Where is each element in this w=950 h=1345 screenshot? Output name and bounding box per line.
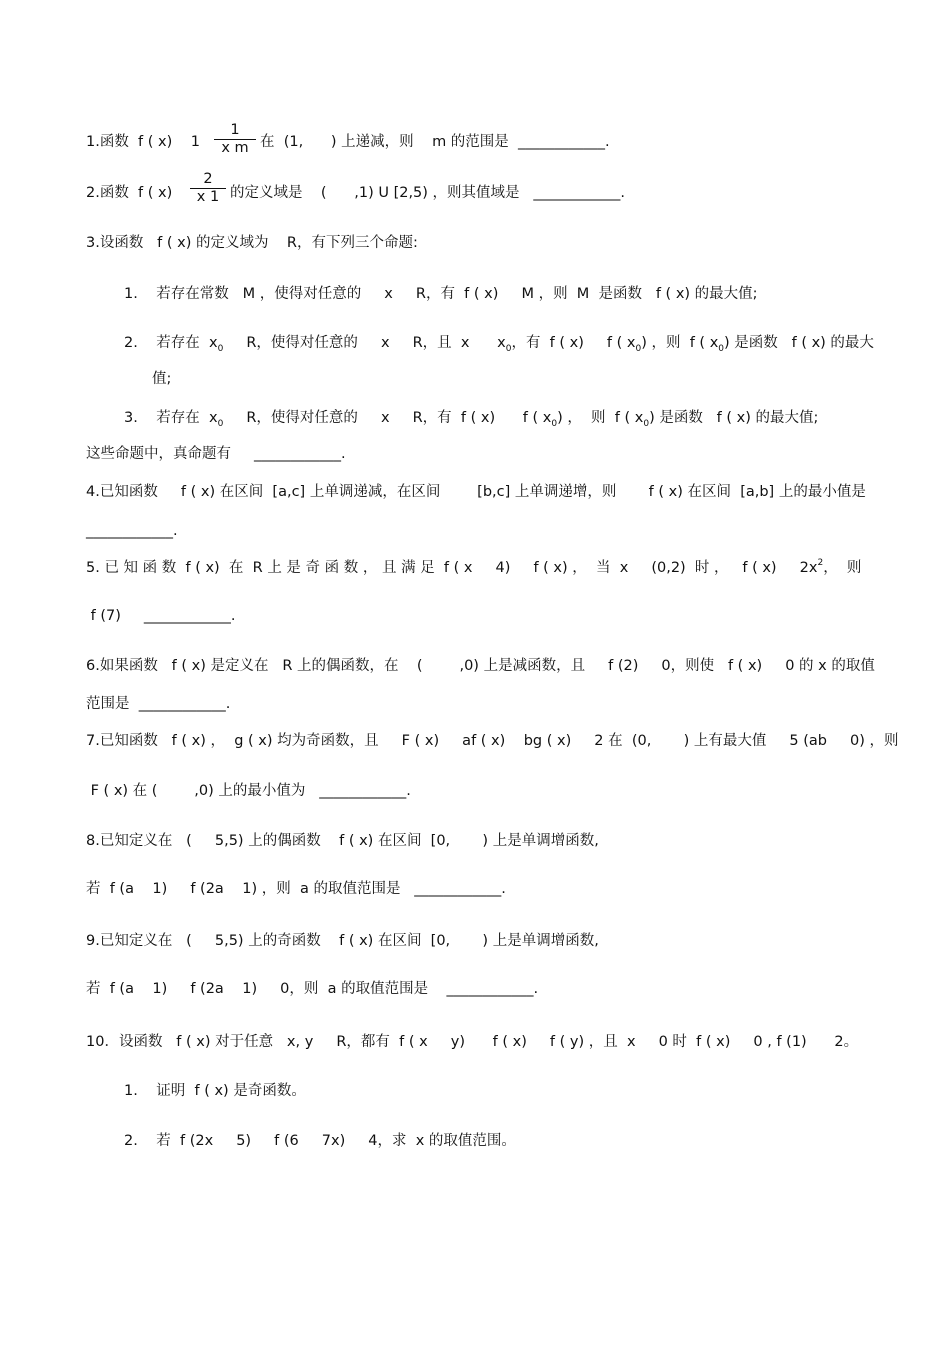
- q3-item-3: 3. 若存在 $x_0$ R，使得对任意的 x R，有 f ( x) f ( $x_0$) ， 则 f ( $x_0$) 是函数 f ( x) 的最大值;: [124, 410, 819, 429]
- q2-suffix: 的定义域是 ( ,1) U [2,5) ，则其值域是 ____________.: [230, 185, 625, 201]
- q10-line-1: 10．设函数 f ( x) 对于任意 x, y R，都有 f ( x y) f ( x) f ( y) ，且 x 0 时 f ( x) 0 , f (1) 2。: [86, 1034, 859, 1050]
- q10-item-2: 2. 若 f (2x 5) f (6 7x) 4，求 x 的取值范围。: [124, 1133, 516, 1149]
- q4-line-1: 4.已知函数 f ( x) 在区间 [a,c] 上单调递减，在区间 [b,c] 上单调递增，则 f ( x) 在区间 [a,b] 上的最小值是: [86, 484, 866, 500]
- q3-item-2: 2. 若存在 $x_0$ R，使得对任意的 x R，且 x $x_0$，有 f ( x) f ( $x_0$) ，则 f ( $x_0$) 是函数 f ( x) 的最大: [124, 335, 874, 354]
- q7-line-1: 7.已知函数 f ( x) ， g ( x) 均为奇函数，且 F ( x) af ( x) bg ( x) 2 在 (0, ) 上有最大值 5 (ab 0) ，则: [86, 733, 899, 749]
- q6-line-2: 范围是 ____________.: [86, 696, 231, 712]
- q1-denominator: x m: [221, 140, 249, 156]
- q1-fraction: [214, 122, 256, 157]
- q7-line-2: F ( x) 在 ( ,0) 上的最小值为 ____________.: [86, 783, 411, 799]
- q2-numerator: 2: [203, 171, 213, 187]
- q2-fraction: [190, 171, 226, 206]
- q8-line-2: 若 f (a 1) f (2a 1) ，则 a 的取值范围是 ____________.: [86, 881, 506, 897]
- q6-line-1: 6.如果函数 f ( x) 是定义在 R 上的偶函数，在 ( ,0) 上是减函数，且 f (2) 0，则使 f ( x) 0 的 x 的取值: [86, 658, 875, 674]
- q3-item-1: 1. 若存在常数 M ，使得对任意的 x R，有 f ( x) M ，则 M 是函数 f ( x) 的最大值;: [124, 286, 758, 302]
- q1-suffix: 在 (1, ) 上递减，则 m 的范围是 ____________.: [260, 134, 610, 150]
- q9-line-1: 9.已知定义在 ( 5,5) 上的奇函数 f ( x) 在区间 [0, ) 上是单调增函数,: [86, 933, 599, 949]
- q9-line-2: 若 f (a 1) f (2a 1) 0，则 a 的取值范围是 ____________.: [86, 981, 539, 997]
- q4-line-2: ____________.: [86, 523, 178, 539]
- q5-line-1: 5. 已 知 函 数 f ( x) 在 R 上 是 奇 函 数 ， 且 满 足 f ( x 4) f ( x) ， 当 x (0,2) 时 ， f ( x) $2x^2$， 则: [86, 558, 862, 576]
- q3-intro: 3.设函数 f ( x) 的定义域为 R，有下列三个命题:: [86, 235, 418, 251]
- q1-prefix: 1.函数 f ( x) 1: [86, 134, 200, 150]
- q3-conclusion: 这些命题中，真命题有 ____________.: [86, 446, 346, 462]
- q1-numerator: 1: [230, 122, 240, 138]
- q2-denominator: x 1: [196, 189, 220, 205]
- q5-line-2: f (7) ____________.: [86, 608, 236, 624]
- q8-line-1: 8.已知定义在 ( 5,5) 上的偶函数 f ( x) 在区间 [0, ) 上是单调增函数,: [86, 833, 599, 849]
- q3-item-2-continued: 值;: [152, 371, 172, 387]
- q2-prefix: 2.函数 f ( x): [86, 185, 173, 201]
- q10-item-1: 1. 证明 f ( x) 是奇函数。: [124, 1083, 306, 1099]
